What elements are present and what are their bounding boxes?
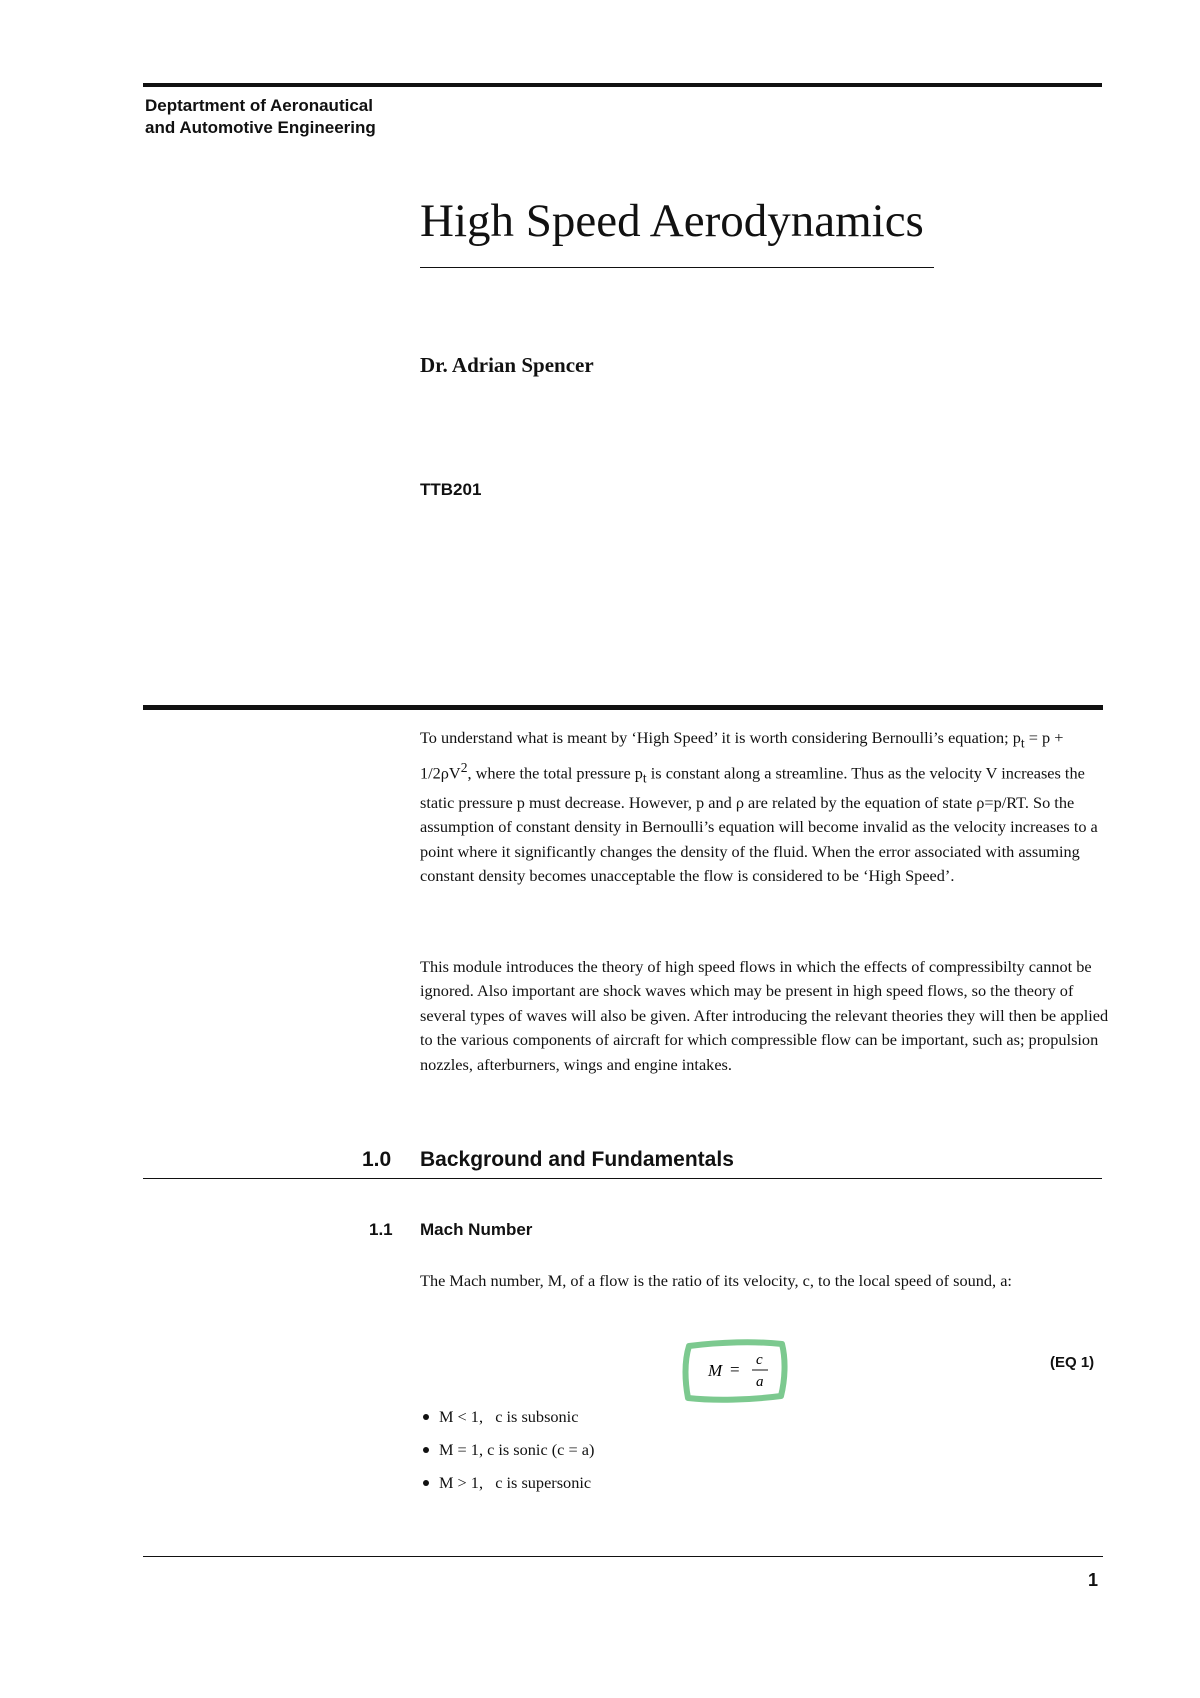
title-rule — [420, 267, 934, 268]
top-rule — [143, 83, 1102, 87]
mach-regime-list — [420, 1400, 594, 1499]
equation-lhs: M — [708, 1361, 723, 1380]
bullet-icon — [423, 1480, 429, 1486]
equation-label: (EQ 1) — [1050, 1354, 1095, 1371]
equation-mach — [680, 1338, 790, 1403]
equation-denominator: a — [756, 1374, 764, 1390]
section-number: 1.0 — [362, 1148, 392, 1171]
list-item: M = 1, c is sonic (c = a) — [420, 1433, 594, 1466]
bullet-icon — [423, 1447, 429, 1453]
department-line-2: and Automotive Engineering — [145, 118, 376, 137]
department-line-1: Deptartment of Aeronautical — [145, 96, 373, 115]
intro-paragraph-2: This module introduces the theory of high speed flows in which the effects of compressibilty cannot be ignored. Also important are shock waves which may be present in high speed flows, so the theory of several types of waves will also be given. After introducing the relevant theories they will then be applied to the various components of aircraft for which compressible flow can be important, such as; propulsion nozzles, afterburners, wings and engine intakes. — [420, 957, 1109, 1074]
equation-numerator: c — [756, 1352, 763, 1368]
bullet-icon — [423, 1414, 429, 1420]
section-heading-rule — [143, 1178, 1102, 1179]
page-number: 1 — [1088, 1570, 1099, 1590]
module-code: TTB201 — [420, 480, 482, 499]
subsection-number: 1.1 — [369, 1220, 393, 1239]
mach-definition-paragraph: The Mach number, M, of a flow is the ratio of its velocity, c, to the local speed of sound, a: — [420, 1271, 1012, 1290]
intro-paragraph-1: To understand what is meant by ‘High Speed’ it is worth considering Bernoulli’s equation; $p_t = p + 1/2\rho V^2$, where the total pressure $p_t$ is constant along a streamline. Thus as the velocity V increases the static pressure p must decrease. However, p and ρ are related by the equation of state ρ=p/RT. So the assumption of constant density in Bernoulli’s equation will become invalid as the velocity increases to a point where it significantly changes the density of the fluid. When the error associated with assuming constant density becomes unacceptable the flow is considered to be ‘High Speed’. — [420, 728, 1098, 885]
section-divider — [143, 705, 1103, 710]
subsection-heading: Mach Number — [420, 1220, 533, 1239]
equation-equals: = — [730, 1360, 740, 1379]
author-name: Dr. Adrian Spencer — [420, 353, 594, 377]
section-heading: Background and Fundamentals — [420, 1148, 734, 1171]
list-item: M > 1, c is supersonic — [420, 1466, 594, 1499]
document-title: High Speed Aerodynamics — [420, 195, 924, 247]
list-item: M < 1, c is subsonic — [420, 1400, 594, 1433]
department-header — [145, 95, 376, 139]
footer-rule — [143, 1556, 1103, 1557]
